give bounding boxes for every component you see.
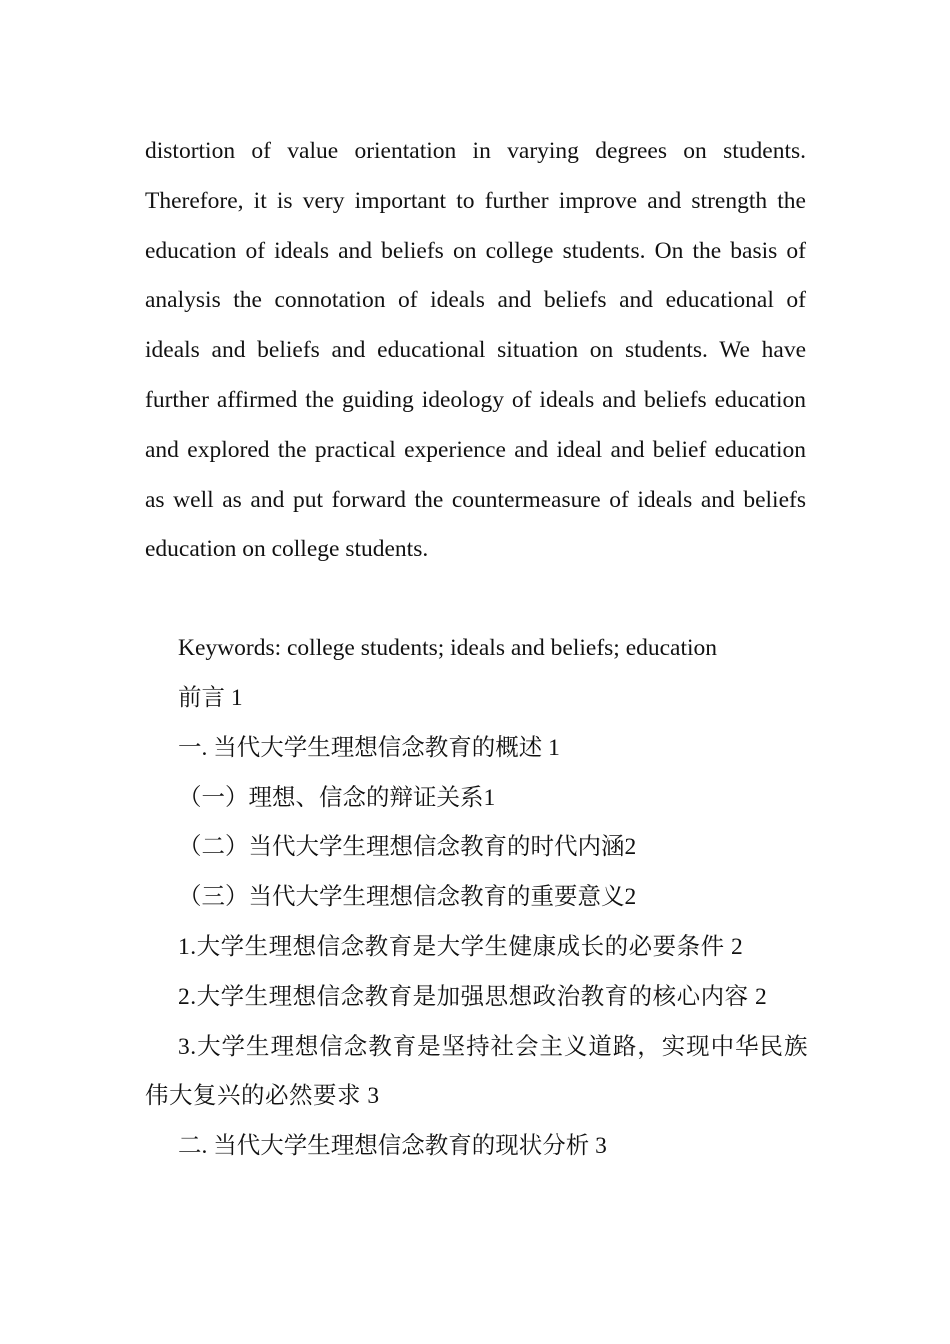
toc-entry-chapter-2[interactable]: 二. 当代大学生理想信念教育的现状分析 3	[178, 1133, 607, 1160]
abstract-paragraph: distortion of value orientation in varying degrees on students. Therefore, it is very important to further improve and strength the education of ideals and beliefs on college students. On the basis of analysis the connotation of ideals and beliefs and educational of ideals and beliefs and educational situation on students. We have further affirmed the guiding ideology of ideals and beliefs education and explored the practical experience and ideal and belief education as well as and put forward the countermeasure of ideals and beliefs education on college students.	[145, 138, 806, 563]
toc-entry-item-3[interactable]: 3.大学生理想信念教育是坚持社会主义道路，实现中华民族伟大复兴的必然要求 3	[145, 1033, 808, 1110]
toc-entry-item-1[interactable]: 1.大学生理想信念教育是大学生健康成长的必要条件 2	[178, 933, 744, 960]
toc-entry-section-1-1[interactable]: （一）理想、信念的辩证关系1	[178, 784, 496, 811]
toc-entry-section-1-2[interactable]: （二）当代大学生理想信念教育的时代内涵2	[178, 834, 637, 861]
keywords-line: Keywords: college students; ideals and beliefs; education	[178, 635, 718, 661]
toc-entry-chapter-1[interactable]: 一. 当代大学生理想信念教育的概述 1	[178, 734, 560, 761]
toc-entry-preface[interactable]: 前言 1	[178, 685, 243, 711]
table-of-contents	[145, 674, 808, 1172]
toc-entry-item-2[interactable]: 2.大学生理想信念教育是加强思想政治教育的核心内容 2	[178, 983, 768, 1010]
toc-entry-section-1-3[interactable]: （三）当代大学生理想信念教育的重要意义2	[178, 884, 637, 911]
